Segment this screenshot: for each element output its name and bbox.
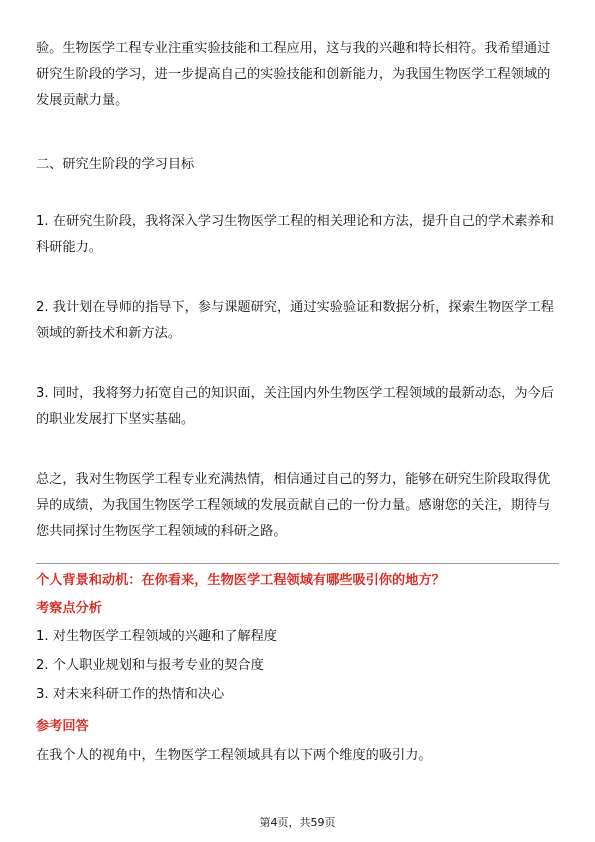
goal-item-1: 1. 在研究生阶段，我将深入学习生物医学工程的相关理论和方法，提升自己的学术素养和科研能力。 (36, 214, 554, 255)
section-divider (36, 563, 559, 564)
analysis-point-2: 2. 个人职业规划和与报考专业的契合度 (36, 658, 264, 673)
analysis-label: 考察点分析 (36, 601, 102, 616)
answer-text: 在我个人的视角中，生物医学工程领域具有以下两个维度的吸引力。 (36, 748, 432, 763)
goal-item-3: 3. 同时，我将努力拓宽自己的知识面，关注国内外生物医学工程领域的最新动态，为今后的职业发展打下坚实基础。 (36, 386, 554, 427)
analysis-point-3: 3. 对未来科研工作的热情和决心 (36, 687, 225, 702)
answer-label: 参考回答 (36, 719, 89, 734)
goal-item-2: 2. 我计划在导师的指导下，参与课题研究，通过实验验证和数据分析，探索生物医学工程领域的新技术和新方法。 (36, 300, 554, 341)
paragraph-motivation: 验。生物医学工程专业注重实验技能和工程应用，这与我的兴趣和特长相符。我希望通过研究生阶段的学习，进一步提高自己的实验技能和创新能力，为我国生物医学工程领域的发展贡献力量。 (36, 41, 551, 108)
section-heading-study-goals: 二、研究生阶段的学习目标 (36, 157, 195, 172)
paragraph-conclusion: 总之，我对生物医学工程专业充满热情，相信通过自己的努力，能够在研究生阶段取得优异的成绩，为我国生物医学工程领域的发展贡献自己的一份力量。感谢您的关注，期待与您共同探讨生物医学工程领域的科研之路。 (36, 472, 551, 539)
analysis-point-1: 1. 对生物医学工程领域的兴趣和了解程度 (36, 629, 277, 644)
interview-question: 个人背景和动机：在你看来，生物医学工程领域有哪些吸引你的地方？ (36, 573, 445, 588)
page-indicator: 第4页，共59页 (259, 816, 336, 829)
